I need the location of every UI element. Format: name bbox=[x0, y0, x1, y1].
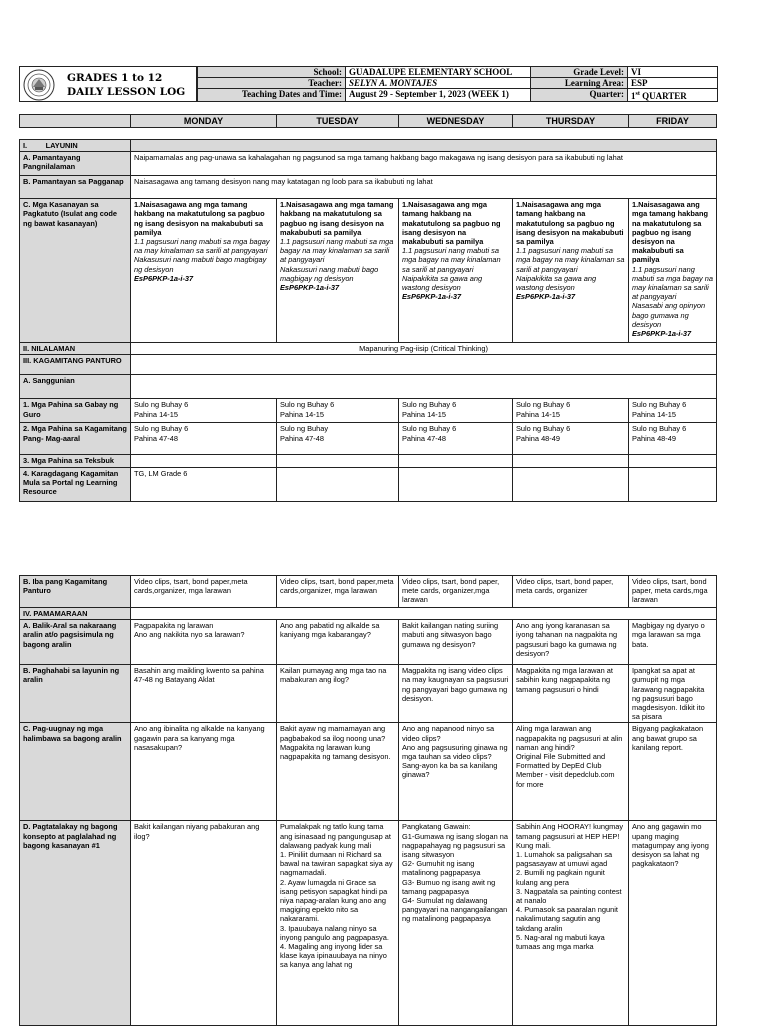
mag-aaral-cell: Sulo ng Buhay 6 Pahina 47-48 bbox=[399, 423, 513, 455]
pag-uugnay-cell: Ano ang ibinalita ng alkalde na kanyang gagawin para sa kanyang mga nasasakupan? bbox=[131, 723, 277, 821]
iba-kagamitan-cell: Video clips, tsart, bond paper,meta cards,organizer, mga larawan bbox=[131, 576, 277, 608]
lesson-grid-part2 bbox=[19, 575, 717, 1026]
day-thursday: THURSDAY bbox=[513, 115, 629, 128]
learning-area-label: Learning Area: bbox=[531, 78, 628, 89]
row-label-pamantayang-pangnilalaman: A. Pamantayang Pangnilalaman bbox=[20, 152, 131, 176]
gabay-guro-cell: Sulo ng Buhay 6 Pahina 14-15 bbox=[399, 399, 513, 423]
kasanayan-cell: 1.Naisasagawa ang mga tamang hakbang na makatutulong sa pagbuo ng isang desisyon na makabubuti sa pamilya 1.1 pagsusuri nang mabuti sa mga bagay na may kinalaman sa sarili at pangyayari Naipakikita sa gawa ang wastong desisyon EsP6PKP-1a-i-37 bbox=[513, 199, 629, 343]
teksbuk-cell bbox=[277, 455, 399, 467]
day-wednesday: WEDNESDAY bbox=[399, 115, 513, 128]
row-label-kagamitan: III. KAGAMITANG PANTURO bbox=[20, 355, 131, 375]
pag-uugnay-cell: Bigyang pagkakataon ang bawat grupo sa kanilang report. bbox=[629, 723, 717, 821]
iba-kagamitan-cell: Video clips, tsart, bond paper,meta cards,organizer, mga larawan bbox=[277, 576, 399, 608]
karagdagan-cell bbox=[513, 467, 629, 501]
dates-value: August 29 - September 1, 2023 (WEEK 1) bbox=[346, 89, 531, 102]
balik-aral-cell: Bakit kailangan nating suriing mabuti ang sitwasyon bago gumawa ng desisyon? bbox=[399, 620, 513, 665]
row-label-teksbuk: 3. Mga Pahina sa Teksbuk bbox=[20, 455, 131, 467]
gabay-guro-cell: Sulo ng Buhay 6 Pahina 14-15 bbox=[277, 399, 399, 423]
deped-seal-icon bbox=[23, 69, 55, 101]
pag-uugnay-cell: Ano ang napanood ninyo sa video clips? Ano ang pagsusuring ginawa ng mga tauhan sa video clips? Sang-ayon ka ba sa kanilang ginawa? bbox=[399, 723, 513, 821]
teksbuk-cell bbox=[131, 455, 277, 467]
kasanayan-cell: 1.Naisasagawa ang mga tamang hakbang na makatutulong sa pagbuo ng isang desisyon na makabubuti sa pamilya 1.1 pagsusuri nang mabuti sa mga bagay na may kinalaman sa sarili at pangyayari Nakasusuri nang mabuti bago magbigay ng desisyon EsP6PKP-1a-i-37 bbox=[131, 199, 277, 343]
quarter-value: 1st QUARTER bbox=[628, 89, 718, 102]
paghahabi-cell: Magpakita ng mga larawan at sabihin kung nagpapakita ng tamang pagsusuri o hindi bbox=[513, 665, 629, 723]
day-header-row bbox=[19, 114, 717, 128]
title-line-1: GRADES 1 to 12 bbox=[67, 72, 163, 84]
paghahabi-cell: Magpakita ng isang video clips na may kaugnayan sa pagsusuri ng pangyayari bago gumawa ng desisyon. bbox=[399, 665, 513, 723]
teksbuk-cell bbox=[629, 455, 717, 467]
balik-aral-cell: Ano ang pabatid ng alkalde sa kaniyang mga kabarangay? bbox=[277, 620, 399, 665]
day-tuesday: TUESDAY bbox=[277, 115, 399, 128]
pagtatalakay-cell: Ano ang gagawin mo upang maging matagumpay ang iyong desisyon sa lahat ng pagkakataon? bbox=[629, 821, 717, 1026]
mag-aaral-cell: Sulo ng Buhay 6 Pahina 48-49 bbox=[513, 423, 629, 455]
paghahabi-cell: Ipangkat sa apat at gumupit ng mga larawang nagpapakita ng pagsusuri bago magdesisyon. Idikit ito sa pisara bbox=[629, 665, 717, 723]
kasanayan-cell: 1.Naisasagawa ang mga tamang hakbang na makatutulong sa pagbuo ng isang desisyon na makabubuti sa pamilya 1.1 pagsusuri nang mabuti sa mga bagay na may kinalaman sa sarili at pangyayari Nakasusuri nang mabuti bago magbigay ng desisyon EsP6PKP-1a-i-37 bbox=[277, 199, 399, 343]
gabay-guro-cell: Sulo ng Buhay 6 Pahina 14-15 bbox=[131, 399, 277, 423]
row-label-balik-aral: A. Balik-Aral sa nakaraang aralin at/o pagsisimula ng bagong aralin bbox=[20, 620, 131, 665]
karagdagang-kagamitan-text: TG, LM Grade 6 bbox=[131, 467, 277, 501]
grade-value: VI bbox=[628, 67, 718, 78]
pamamaraan-blank bbox=[131, 608, 717, 620]
pagtatalakay-cell: Pumalakpak ng tatlo kung tama ang isinasaad ng pangungusap at dalawang padyak kung mali 1. Piniliit dumaan ni Richard sa bawal na tawiran sapagkat siya ay nagmamadali. 2. Ayaw lumagda ni Grace sa isang petisyon sapagkat hindi pa niya napag-aralan kung ano ang magiging epekto nito sa nakararami. 3. Ipauubaya nalang ninyo sa inyong pangulo ang pagpapasya. 4. Magaling ang inyong lider sa klase kaya ipinauubaya na ninyo sa kanya ang lahat ng bbox=[277, 821, 399, 1026]
document-title bbox=[59, 66, 197, 102]
kasanayan-cell: 1.Naisasagawa ang mga tamang hakbang na makatutulong sa pagbuo ng isang desisyon na makabubuti sa pamilya 1.1 pagsusuri nang mabuti sa mga bagay na may kinalaman sa sarili at pangyayari Naipakikita sa gawa ang wastong desisyon EsP6PKP-1a-i-37 bbox=[399, 199, 513, 343]
iba-kagamitan-cell: Video clips, tsart, bond paper, mete cards, organizer,mga larawan bbox=[399, 576, 513, 608]
mag-aaral-cell: Sulo ng Buhay 6 Pahina 47-48 bbox=[131, 423, 277, 455]
row-label-karagdagang-kagamitan: 4. Karagdagang Kagamitan Mula sa Portal ng Learning Resource bbox=[20, 467, 131, 501]
sanggunian-blank bbox=[131, 375, 717, 399]
mag-aaral-cell: Sulo ng Buhay Pahina 47-48 bbox=[277, 423, 399, 455]
kagamitan-blank bbox=[131, 355, 717, 375]
teacher-label: Teacher: bbox=[198, 78, 346, 89]
paghahabi-cell: Basahin ang maikling kwento sa pahina 47-48 ng Batayang Aklat bbox=[131, 665, 277, 723]
lesson-grid-part1 bbox=[19, 139, 717, 502]
pagtatalakay-cell: Bakit kailangan niyang pabakuran ang ilog? bbox=[131, 821, 277, 1026]
learning-area-value: ESP bbox=[628, 78, 718, 89]
pag-uugnay-cell: Aling mga larawan ang nagpapakita ng pagsusuri at alin naman ang hindi? Original File Submitted and Formatted by DepEd Club Member - visit depedclub.com for more bbox=[513, 723, 629, 821]
balik-aral-cell: Pagpapakita ng larawan Ano ang nakikita nyo sa larawan? bbox=[131, 620, 277, 665]
nilalaman-text: Mapanuring Pag-iisip (Critical Thinking) bbox=[131, 343, 717, 355]
quarter-label: Quarter: bbox=[531, 89, 628, 102]
teacher-value: SELYN A. MONTAJES bbox=[346, 78, 531, 89]
dates-label: Teaching Dates and Time: bbox=[198, 89, 346, 102]
balik-aral-cell: Ano ang iyong karanasan sa iyong tahanan na nagpakita ng pagsusuri bago ka gumawa ng desisyon? bbox=[513, 620, 629, 665]
row-label-sanggunian: A. Sanggunian bbox=[20, 375, 131, 399]
row-label-nilalaman: II. NILALAMAN bbox=[20, 343, 131, 355]
row-label-iba-pang-kagamitan: B. Iba pang Kagamitang Panturo bbox=[20, 576, 131, 608]
karagdagan-cell bbox=[399, 467, 513, 501]
row-label-pamantayan-pagganap: B. Pamantayan sa Pagganap bbox=[20, 176, 131, 199]
teksbuk-cell bbox=[513, 455, 629, 467]
pagtatalakay-cell: Pangkatang Gawain: G1-Gumawa ng isang slogan na nagpapahayag ng pagsusuri sa isang sitwasyon G2- Gumuhit ng isang matalinong pagpapasya G3- Bumuo ng isang awit ng tamang pagpapasya G4- Sumulat ng dalawang pangyayari na nangangailangan ng matalinong pagpapasya bbox=[399, 821, 513, 1026]
row-label-pamamaraan: IV. PAMAMARAAN bbox=[20, 608, 131, 620]
row-label-pag-uugnay: C. Pag-uugnay ng mga halimbawa sa bagong aralin bbox=[20, 723, 131, 821]
iba-kagamitan-cell: Video clips, tsart, bond paper, meta cards, organizer bbox=[513, 576, 629, 608]
row-label-kagamitang-mag-aaral: 2. Mga Pahina sa Kagamitang Pang- Mag-aaral bbox=[20, 423, 131, 455]
mag-aaral-cell: Sulo ng Buhay 6 Pahina 48-49 bbox=[629, 423, 717, 455]
row-label-gabay-guro: 1. Mga Pahina sa Gabay ng Guro bbox=[20, 399, 131, 423]
school-label: School: bbox=[198, 67, 346, 78]
grade-label: Grade Level: bbox=[531, 67, 628, 78]
layunin-heading: I. LAYUNIN bbox=[20, 140, 131, 152]
pamantayang-pangnilalaman-text: Naipamamalas ang pag-unawa sa kahalagahan ng pagsunod sa mga tamang hakbang bago makagawa ng isang desisyon para sa ikabubuti ng lahat bbox=[131, 152, 717, 176]
karagdagan-cell bbox=[629, 467, 717, 501]
header-info-table bbox=[197, 66, 718, 102]
pag-uugnay-cell: Bakit ayaw ng mamamayan ang pagbabakod sa ilog noong una? Magpakita ng larawan kung nagpapakita ng tamang desisyon. bbox=[277, 723, 399, 821]
paghahabi-cell: Kailan pumayag ang mga tao na mabakuran ang ilog? bbox=[277, 665, 399, 723]
teksbuk-cell bbox=[399, 455, 513, 467]
karagdagan-cell bbox=[277, 467, 399, 501]
gabay-guro-cell: Sulo ng Buhay 6 Pahina 14-15 bbox=[629, 399, 717, 423]
day-monday: MONDAY bbox=[131, 115, 277, 128]
pagtatalakay-cell: Sabihin Ang HOORAY! kungmay tamang pagsusuri at HEP HEP! Kung mali. 1. Lumahok sa paligsahan sa pagsasayaw at umuwi agad 2. Bumili ng pagkain ngunit kulang ang pera 3. Nagpatala sa painting contest at nanalo 4. Pumasok sa paaralan ngunit nakalimutang sagutin ang takdang aralin 5. Nag-aral ng mabuti kaya tumaas ang mga marka bbox=[513, 821, 629, 1026]
row-label-paghahabi: B. Paghahabi sa layunin ng aralin bbox=[20, 665, 131, 723]
row-label-pagtatalakay: D. Pagtatalakay ng bagong konsepto at paglalahad ng bagong kasanayan #1 bbox=[20, 821, 131, 1026]
deped-seal-box bbox=[19, 66, 59, 102]
day-friday: FRIDAY bbox=[629, 115, 717, 128]
school-value: GUADALUPE ELEMENTARY SCHOOL bbox=[346, 67, 531, 78]
iba-kagamitan-cell: Video clips, tsart, bond paper, meta cards,mga larawan bbox=[629, 576, 717, 608]
balik-aral-cell: Magbigay ng dyaryo o mga larawan sa mga bata. bbox=[629, 620, 717, 665]
title-line-2: DAILY LESSON LOG bbox=[67, 86, 186, 98]
kasanayan-cell: 1.Naisasagawa ang mga tamang hakbang na makatutulong sa pagbuo ng isang desisyon na makabubuti sa pamilya 1.1 pagsusuri nang mabuti sa mga bagay na may kinalaman sa sarili at pangyayari Nasasabi ang opinyon bago gumawa ng desisyon EsP6PKP-1a-i-37 bbox=[629, 199, 717, 343]
day-header-blank bbox=[20, 115, 131, 128]
row-label-kasanayan: C. Mga Kasanayan sa Pagkatuto (Isulat ang code ng bawat kasanayan) bbox=[20, 199, 131, 343]
layunin-blank bbox=[131, 140, 717, 152]
gabay-guro-cell: Sulo ng Buhay 6 Pahina 14-15 bbox=[513, 399, 629, 423]
pamantayan-pagganap-text: Naisasagawa ang tamang desisyon nang may katatagan ng loob para sa ikabubuti ng lahat bbox=[131, 176, 717, 199]
